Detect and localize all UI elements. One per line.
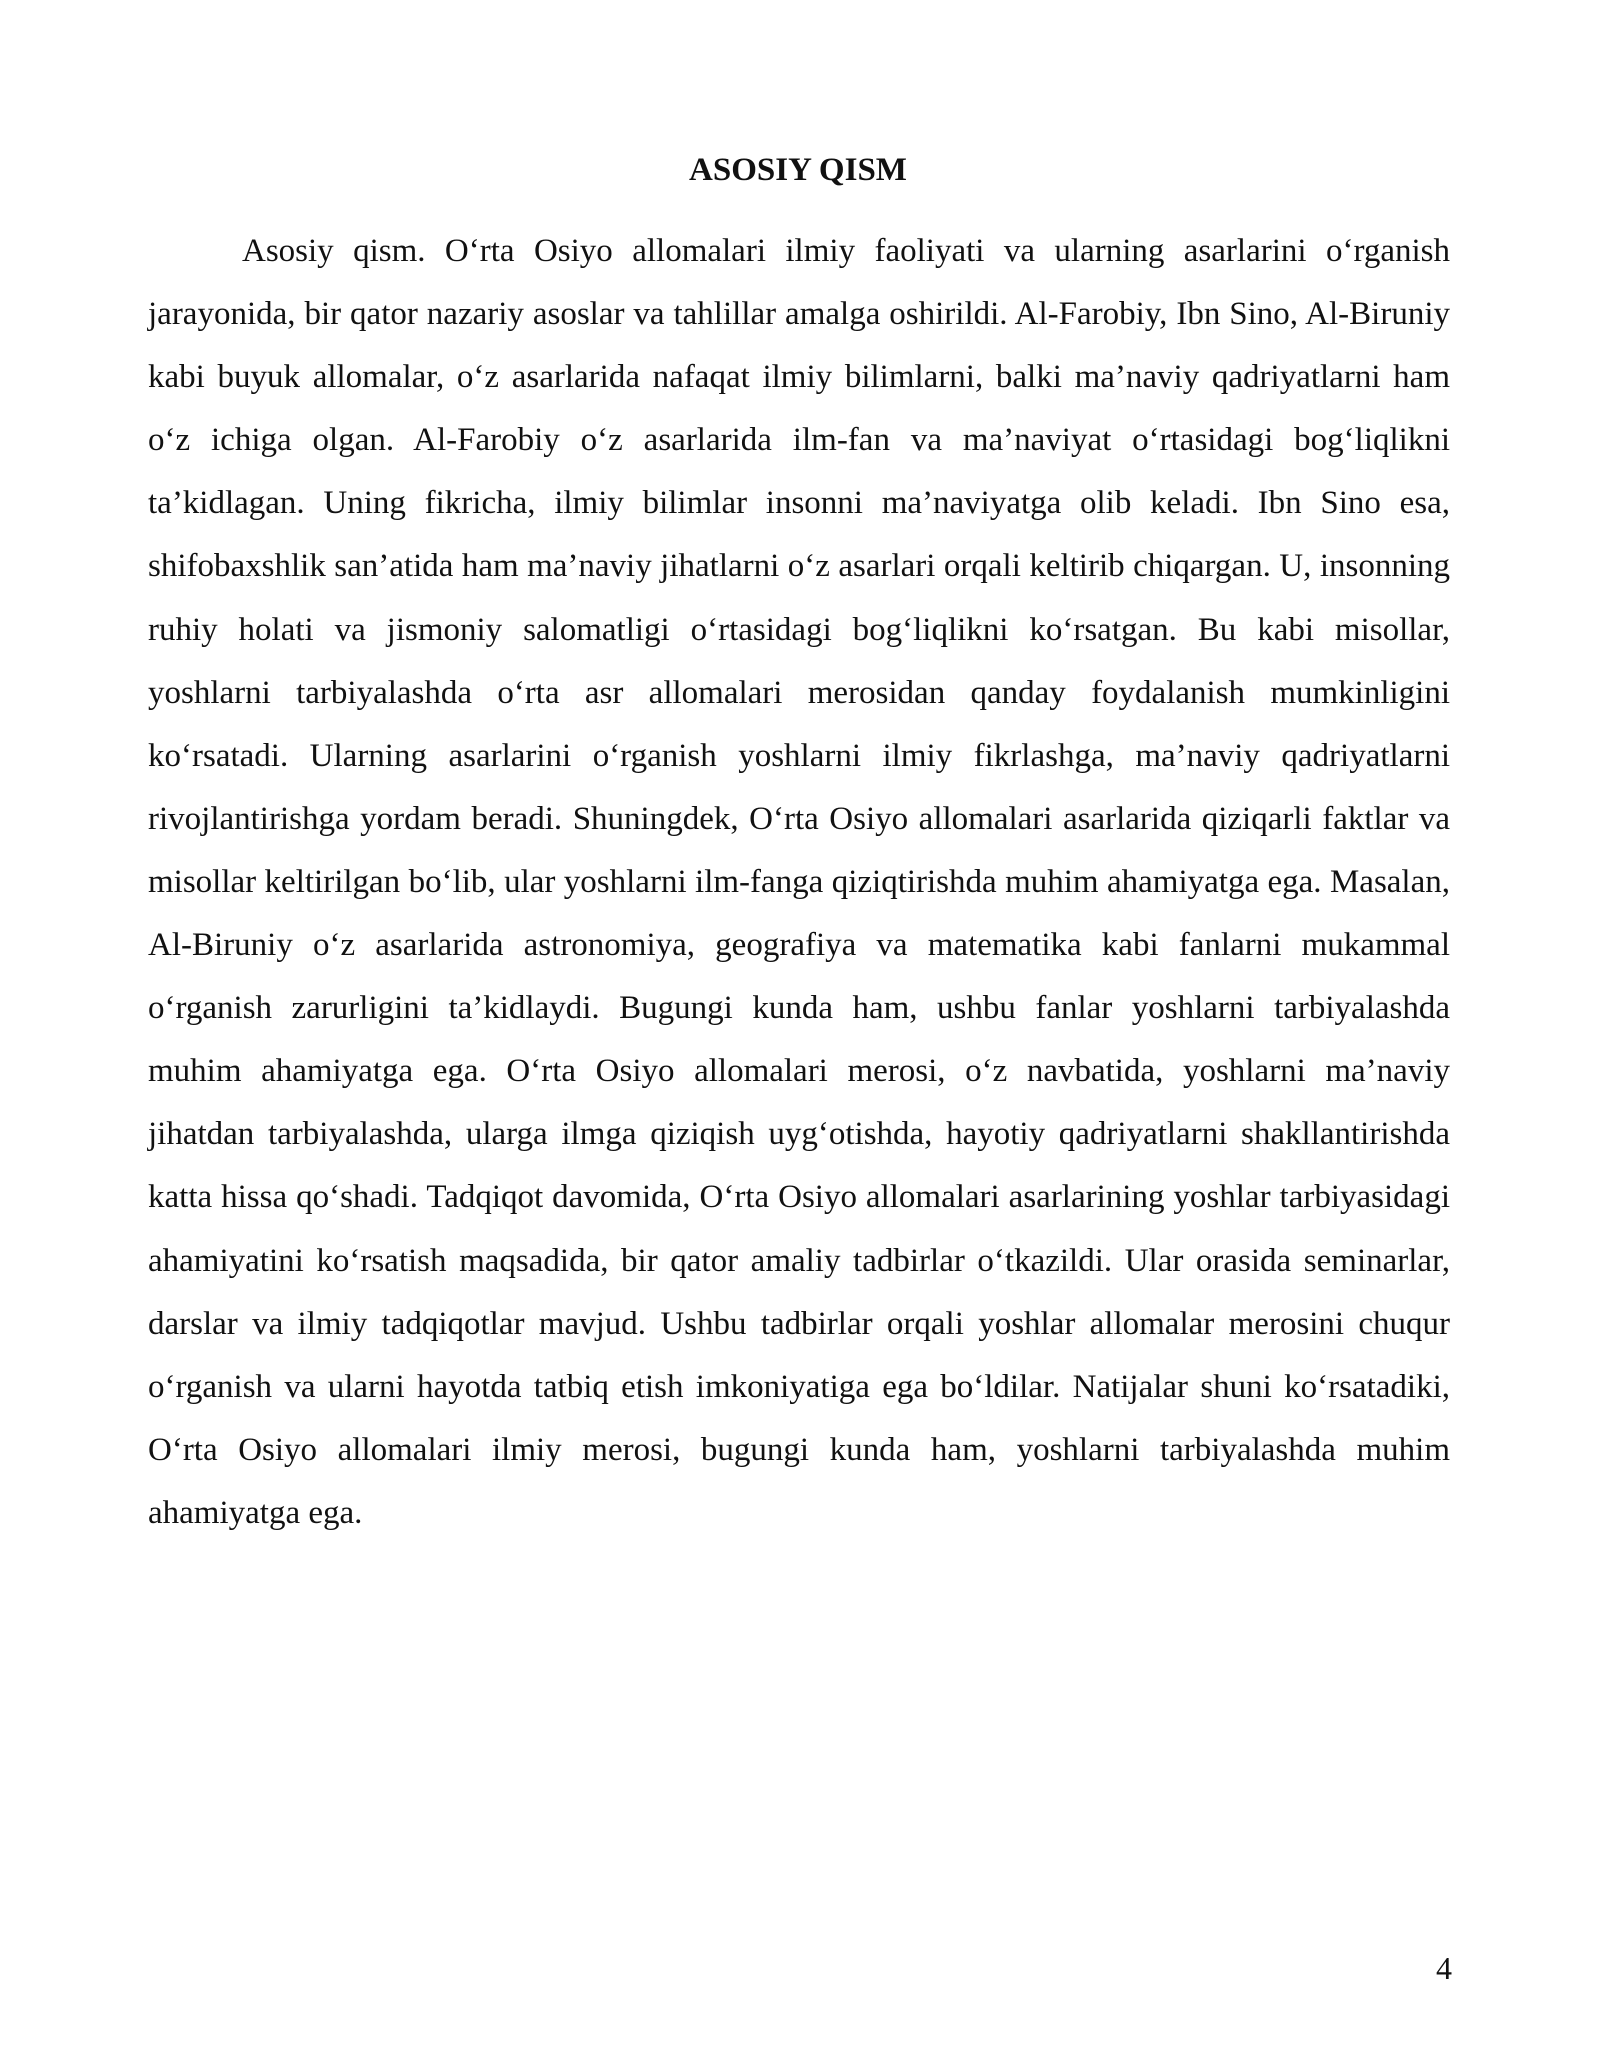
page-number: 4	[1436, 1950, 1452, 1986]
section-heading: ASOSIY QISM	[689, 152, 907, 188]
body-paragraph: Asosiy qism. O‘rta Osiyo allomalari ilmiy faoliyati va ularning asarlarini o‘rganish jarayonida, bir qator nazariy asoslar va tahlillar amalga oshirildi. Al-Farobiy, Ibn Sino, Al-Biruniy kabi buyuk allomalar, o‘z asarlarida nafaqat ilmiy bilimlarni, balki ma’naviy qadriyatlarni ham o‘z ichiga olgan. Al-Farobiy o‘z asarlarida ilm-fan va ma’naviyat o‘rtasidagi bog‘liqlikni ta’kidlagan. Uning fikricha, ilmiy bilimlar insonni ma’naviyatga olib keladi. Ibn Sino esa, shifobaxshlik san’atida ham ma’naviy jihatlarni o‘z asarlari orqali keltirib chiqargan. U, insonning ruhiy holati va jismoniy salomatligi o‘rtasidagi bog‘liqlikni ko‘rsatgan. Bu kabi misollar, yoshlarni tarbiyalashda o‘rta asr allomalari merosidan qanday foydalanish mumkinligini ko‘rsatadi. Ularning asarlarini o‘rganish yoshlarni ilmiy fikrlashga, ma’naviy qadriyatlarni rivojlantirishga yordam beradi. Shuningdek, O‘rta Osiyo allomalari asarlarida qiziqarli faktlar va misollar keltirilgan bo‘lib, ular yoshlarni ilm-fanga qiziqtirishda muhim ahamiyatga ega. Masalan, Al-Biruniy o‘z asarlarida astronomiya, geografiya va matematika kabi fanlarni mukammal o‘rganish zarurligini ta’kidlaydi. Bugungi kunda ham, ushbu fanlar yoshlarni tarbiyalashda muhim ahamiyatga ega. O‘rta Osiyo allomalari merosi, o‘z navbatida, yoshlarni ma’naviy jihatdan tarbiyalashda, ularga ilmga qiziqish uyg‘otishda, hayotiy qadriyatlarni shakllantirishda katta hissa qo‘shadi. Tadqiqot davomida, O‘rta Osiyo allomalari asarlarining yoshlar tarbiyasidagi ahamiyatini ko‘rsatish maqsadida, bir qator amaliy tadbirlar o‘tkazildi. Ular orasida seminarlar, darslar va ilmiy tadqiqotlar mavjud. Ushbu tadbirlar orqali yoshlar allomalar merosini chuqur o‘rganish va ularni hayotda tatbiq etish imkoniyatiga ega bo‘ldilar. Natijalar shuni ko‘rsatadiki, O‘rta Osiyo allomalari ilmiy merosi, bugungi kunda ham, yoshlarni tarbiyalashda muhim ahamiyatga ega.	[148, 233, 1450, 1531]
